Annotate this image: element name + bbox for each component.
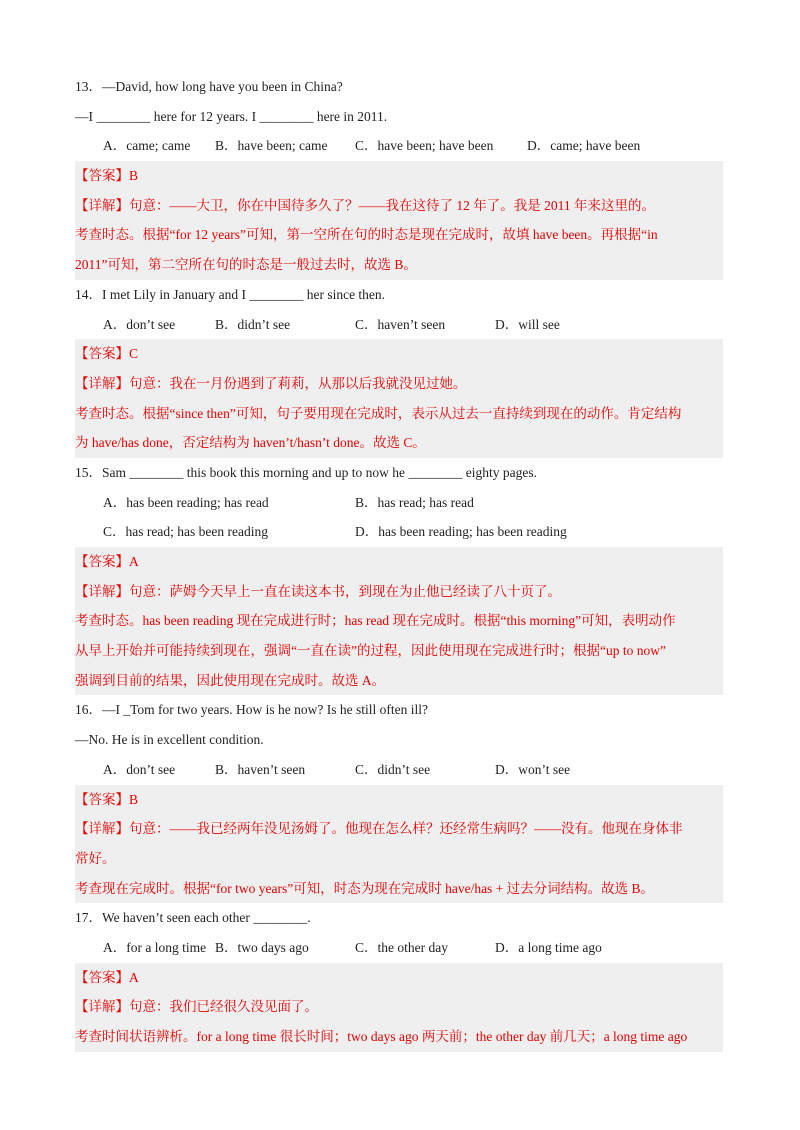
- option-b: B．has read; has read: [355, 494, 474, 510]
- answer-label: 【答案】A: [75, 969, 139, 985]
- option-a: A．for a long time: [103, 939, 207, 955]
- answer-block: [75, 963, 723, 1052]
- detail-line: 考查时态。根据“for 12 years”可知，第一空所在句的时态是现在完成时，故填 have been。再根据“in: [75, 227, 658, 243]
- answer-label: 【答案】B: [75, 168, 139, 184]
- option-a: A．has been reading; has read: [103, 494, 269, 510]
- detail-line: 【详解】句意：我们已经很久没见面了。: [75, 999, 318, 1015]
- question-13: [75, 72, 723, 280]
- answer-block: [75, 161, 723, 280]
- option-c: C．didn’t see: [355, 761, 431, 777]
- answer-label: 【答案】A: [75, 554, 139, 569]
- question-stem: 13．—David, how long have you been in China?: [75, 79, 343, 94]
- answer-block: [75, 547, 723, 695]
- question-16: [75, 695, 723, 903]
- answer-label: 【答案】C: [75, 346, 139, 362]
- detail-line: 【详解】句意：——大卫，你在中国待多久了？——我在这待了 12 年了。我是 2011 年来这里的。: [75, 197, 655, 213]
- detail-line: 为 have/has done，否定结构为 haven’t/hasn’t done。故选 C。: [75, 435, 426, 451]
- options-row: [75, 755, 723, 785]
- detail-line: 考查时态。根据“since then”可知，句子要用现在完成时，表示从过去一直持续到现在的动作。肯定结构: [75, 405, 682, 421]
- option-c: C．haven’t seen: [355, 316, 446, 332]
- answer-block: [75, 339, 723, 458]
- detail-line: 从早上开始并可能持续到现在，强调“一直在读”的过程，因此使用现在完成进行时；根据“up to now”: [75, 643, 666, 659]
- options-row: [75, 131, 723, 161]
- option-c: C．the other day: [355, 939, 448, 955]
- options-row: [75, 310, 723, 340]
- option-c: C．has read; has been reading: [103, 524, 268, 540]
- option-b: B．haven’t seen: [215, 761, 306, 777]
- question-stem: —I ________ here for 12 years. I ________ here in 2011.: [75, 108, 388, 124]
- question-stem: 17．We haven’t seen each other ________.: [75, 910, 311, 926]
- option-d: D．has been reading; has been reading: [355, 524, 567, 540]
- detail-line: 考查现在完成时。根据“for two years”可知，时态为现在完成时 have/has + 过去分词结构。故选 B。: [75, 880, 655, 896]
- detail-line: 【详解】句意：——我已经两年没见汤姆了。他现在怎么样？还经常生病吗？——没有。他现在身体非: [75, 821, 683, 837]
- question-stem: 16．—I _Tom for two years. How is he now? Is he still often ill?: [75, 702, 428, 718]
- option-d: D．came; have been: [527, 138, 641, 154]
- option-b: B．didn’t see: [215, 316, 291, 332]
- answer-block: [75, 785, 723, 904]
- option-d: D．a long time ago: [495, 939, 602, 955]
- option-d: D．will see: [495, 316, 560, 332]
- question-stem: —No. He is in excellent condition.: [75, 732, 264, 748]
- detail-line: 考查时间状语辨析。for a long time 很长时间；two days ago 两天前；the other day 前几天；a long time ago: [75, 1029, 688, 1044]
- detail-line: 【详解】句意：萨姆今天早上一直在读这本书，到现在为止他已经读了八十页了。: [75, 583, 561, 599]
- answer-label: 【答案】B: [75, 791, 139, 807]
- question-stem: 15．Sam ________ this book this morning and up to now he ________ eighty pages.: [75, 464, 537, 480]
- question-17: [75, 903, 723, 1051]
- options-row: [75, 933, 723, 963]
- option-d: D．won’t see: [495, 761, 571, 777]
- detail-line: 【详解】句意：我在一月份遇到了莉莉，从那以后我就没见过她。: [75, 375, 467, 391]
- options-row: [75, 488, 723, 518]
- detail-line: 强调到目前的结果，因此使用现在完成时。故选 A。: [75, 672, 386, 688]
- detail-line: 考查时态。has been reading 现在完成进行时；has read 现在完成时。根据“this morning”可知，表明动作: [75, 613, 676, 629]
- detail-line: 常好。: [75, 850, 116, 866]
- option-b: B．have been; came: [215, 138, 328, 154]
- content: [75, 72, 723, 1052]
- option-a: A．came; came: [103, 138, 191, 154]
- option-a: A．don’t see: [103, 761, 176, 777]
- detail-line: 2011”可知，第二空所在句的时态是一般过去时，故选 B。: [75, 257, 417, 273]
- question-14: [75, 280, 723, 458]
- option-b: B．two days ago: [215, 939, 309, 955]
- question-stem: 14．I met Lily in January and I ________ her since then.: [75, 286, 386, 302]
- option-c: C．have been; have been: [355, 138, 494, 154]
- options-row: [75, 517, 723, 547]
- question-15: [75, 458, 723, 696]
- option-a: A．don’t see: [103, 316, 176, 332]
